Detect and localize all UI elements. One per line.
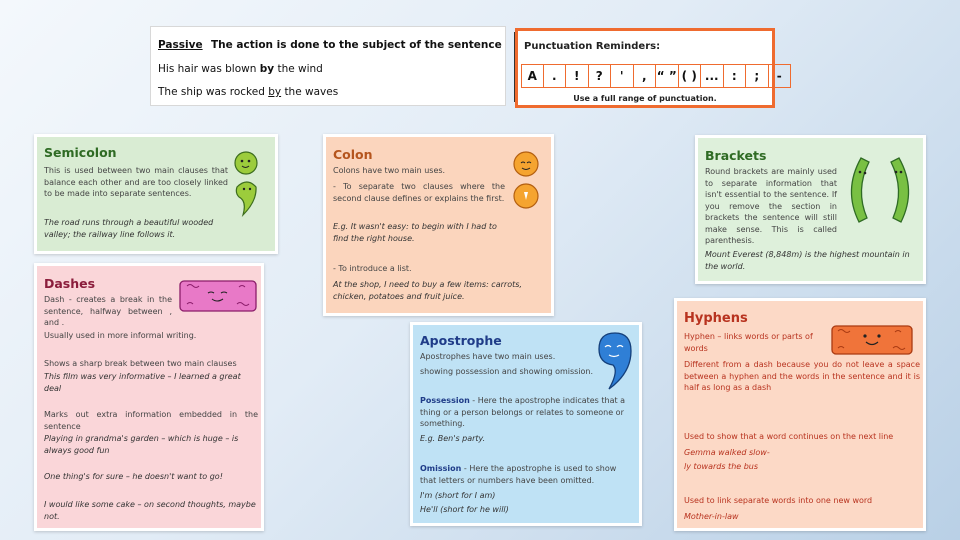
passive-label: Passive: [158, 39, 203, 51]
hyphens-title: Hyphens: [684, 311, 748, 326]
dashes-example-4: I would like some cake – on second thoughts, maybe not.: [44, 500, 256, 521]
semicolon-example: The road runs through a beautiful wooded valley; the railway line follows it.: [44, 218, 214, 239]
apostrophe-omission-example-2: He'll (short for he will): [420, 505, 509, 514]
punct-mark: ...: [701, 64, 724, 88]
punct-mark: :: [724, 64, 747, 88]
colon-use-2: - To introduce a list.: [333, 264, 412, 273]
punctuation-reminders-card: [515, 28, 782, 108]
brackets-body: Round brackets are mainly used to separate information that isn't essential to the sentence. If you remove the section in brackets the sentence will still make sense. This is called parenthesis.: [705, 167, 837, 245]
dashes-body: Dash - creates a break in the sentence, halfway between , and .: [44, 295, 172, 327]
brackets-example: Mount Everest (8,848m) is the highest mountain in the world.: [705, 250, 910, 271]
passive-example-2: The ship was rocked by the waves: [158, 86, 339, 98]
hyphens-example-1b: ly towards the bus: [684, 462, 759, 471]
punct-mark: ': [611, 64, 634, 88]
colon-title: Colon: [333, 147, 373, 162]
punct-mark: A: [521, 64, 544, 88]
punct-mark: ?: [589, 64, 612, 88]
apostrophe-omission: Omission - Here the apostrophe is used to show that letters or numbers have been omitted.: [420, 464, 617, 485]
colon-example-1: E.g. It wasn't easy: to begin with I had to find the right house.: [333, 222, 497, 243]
brackets-title: Brackets: [705, 148, 767, 163]
dashes-use-1: Shows a sharp break between two main clauses: [44, 359, 237, 368]
dashes-example-1: This film was very informative – I learned a great deal: [44, 372, 241, 393]
hyphens-difference: Different from a dash because you do not leave a space between a hyphen and the words in the sentence and it is half as long as a dash: [684, 360, 920, 392]
passive-voice-card: [150, 26, 506, 106]
punct-mark: !: [566, 64, 589, 88]
punct-mark: “ ”: [656, 64, 679, 88]
apostrophe-card: [410, 322, 642, 526]
brackets-card: [695, 135, 926, 284]
brackets-character-icon: [841, 154, 921, 226]
colon-character-icon: [511, 149, 541, 215]
punct-mark: ,: [634, 64, 657, 88]
dashes-example-2: Playing in grandma's garden – which is huge – is always good fun: [44, 434, 239, 455]
apostrophe-uses: showing possession and showing omission.: [420, 367, 594, 376]
semicolon-title: Semicolon: [44, 145, 117, 160]
hyphens-definition: Hyphen – links words or parts of words: [684, 332, 813, 353]
apostrophe-possession: Possession - Here the apostrophe indicates that a thing or a person belongs or relates to someone or something.: [420, 396, 626, 428]
passive-example-1: His hair was blown by the wind: [158, 63, 323, 75]
colon-use-1: - To separate two clauses where the second clause defines or explains the first.: [333, 182, 505, 203]
colon-intro: Colons have two main uses.: [333, 166, 446, 175]
dashes-example-3: One thing's for sure – he doesn't want to go!: [44, 472, 223, 481]
semicolon-character-icon: [233, 149, 261, 221]
punctuation-title: Punctuation Reminders:: [524, 41, 661, 52]
apostrophe-character-icon: [593, 329, 637, 393]
hyphens-example-1a: Gemma walked slow-: [684, 448, 770, 457]
hyphens-use-2: Used to link separate words into one new word: [684, 496, 873, 505]
apostrophe-possession-example: E.g. Ben's party.: [420, 434, 486, 443]
punct-mark: ( ): [679, 64, 702, 88]
dashes-card: [34, 263, 264, 531]
punct-mark: -: [769, 64, 792, 88]
punct-mark: .: [544, 64, 567, 88]
hyphen-character-icon: [829, 321, 915, 359]
colon-card: [323, 134, 554, 316]
dashes-use-2: Marks out extra information embedded in the sentence: [44, 410, 258, 431]
dashes-title: Dashes: [44, 276, 96, 291]
apostrophe-title: Apostrophe: [420, 333, 502, 348]
passive-definition: The action is done to the subject of the sentence: [211, 39, 502, 51]
punctuation-marks-row: [521, 64, 791, 88]
punctuation-footer: Use a full range of punctuation.: [573, 94, 717, 103]
hyphens-card: [674, 298, 926, 531]
semicolon-body: This is used between two main clauses that balance each other and are too closely linked to be made into separate sentences.: [44, 166, 228, 198]
punct-mark: ;: [746, 64, 769, 88]
hyphens-use-1: Used to show that a word continues on the next line: [684, 432, 894, 441]
dash-character-icon: [177, 276, 259, 316]
colon-example-2: At the shop, I need to buy a few items: carrots, chicken, potatoes and fruit juice.: [333, 280, 522, 301]
apostrophe-intro: Apostrophes have two main uses.: [420, 352, 556, 361]
apostrophe-omission-example-1: I'm (short for I am): [420, 491, 496, 500]
semicolon-card: [34, 134, 278, 254]
dashes-informal: Usually used in more informal writing.: [44, 331, 197, 340]
hyphens-example-2: Mother-in-law: [684, 512, 739, 521]
